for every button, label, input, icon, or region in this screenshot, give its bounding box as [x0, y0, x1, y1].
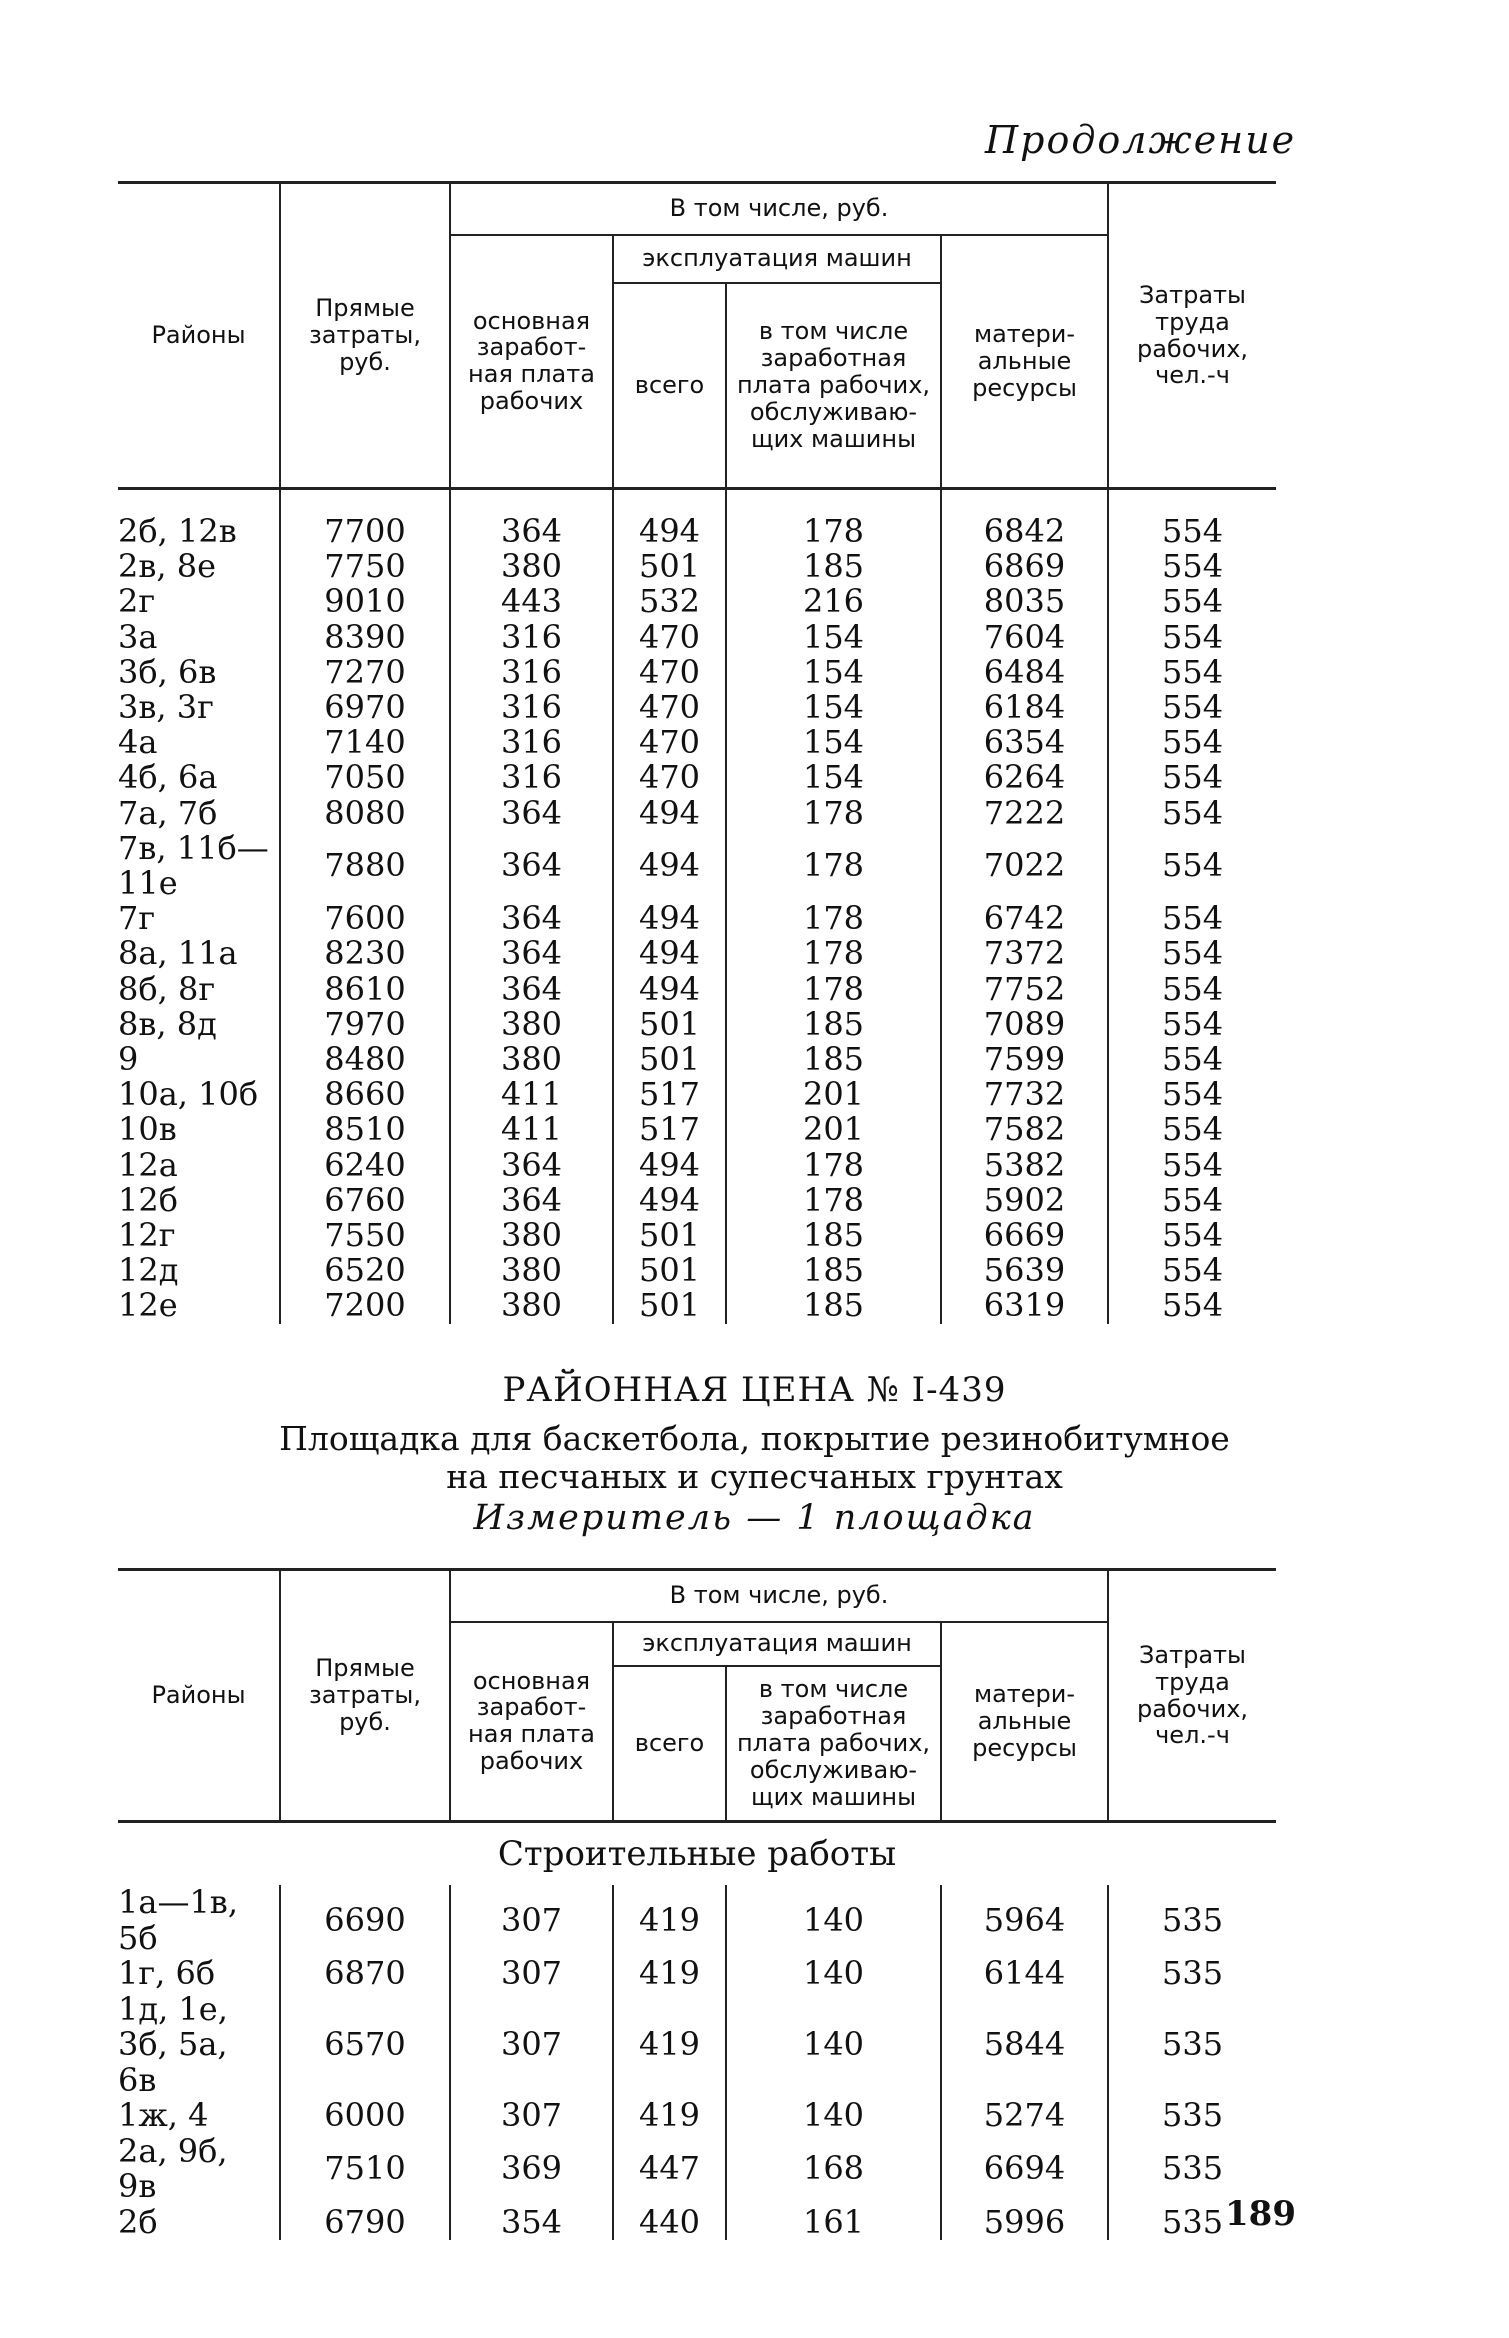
- labor-cell: 554: [1108, 655, 1276, 690]
- machine-total-cell: 419: [613, 1885, 726, 1956]
- base-wage-cell: 380: [450, 1218, 613, 1253]
- materials-cell: 6484: [941, 655, 1108, 690]
- materials-cell: 8035: [941, 584, 1108, 619]
- labor-cell: 554: [1108, 796, 1276, 831]
- header-machine-wage: в том числе заработная плата рабочих, обслуживаю- щих машины: [726, 283, 941, 489]
- direct-costs-cell: 6870: [280, 1956, 450, 1992]
- base-wage-cell: 307: [450, 1885, 613, 1956]
- region-cell: 2б: [118, 2205, 280, 2241]
- materials-cell: 7022: [941, 831, 1108, 901]
- region-cell: 3в, 3г: [118, 690, 280, 725]
- machine-total-cell: 470: [613, 725, 726, 760]
- table-row: [118, 2205, 1276, 2241]
- machine-wage-cell: 178: [726, 796, 941, 831]
- table-row: [118, 1885, 1276, 1956]
- labor-cell: 554: [1108, 1288, 1276, 1323]
- materials-cell: 6694: [941, 2134, 1108, 2205]
- header-machine-operation: эксплуатация машин: [613, 235, 941, 283]
- labor-cell: 554: [1108, 831, 1276, 901]
- direct-costs-cell: 7550: [280, 1218, 450, 1253]
- machine-wage-cell: 140: [726, 2098, 941, 2134]
- machine-total-cell: 494: [613, 901, 726, 936]
- machine-total-cell: 447: [613, 2134, 726, 2205]
- base-wage-cell: 307: [450, 1956, 613, 1992]
- base-wage-cell: 443: [450, 584, 613, 619]
- base-wage-cell: 411: [450, 1077, 613, 1112]
- machine-total-cell: 501: [613, 1218, 726, 1253]
- table-row: [118, 1042, 1276, 1077]
- materials-cell: 6869: [941, 549, 1108, 584]
- table-row: [118, 1077, 1276, 1112]
- region-cell: 3б, 6в: [118, 655, 280, 690]
- table-row: [118, 620, 1276, 655]
- machine-wage-cell: 154: [726, 760, 941, 795]
- labor-cell: 554: [1108, 725, 1276, 760]
- machine-total-cell: 501: [613, 1042, 726, 1077]
- base-wage-cell: 316: [450, 760, 613, 795]
- direct-costs-cell: 9010: [280, 584, 450, 619]
- direct-costs-cell: 8390: [280, 620, 450, 655]
- base-wage-cell: 307: [450, 1992, 613, 2099]
- labor-cell: 535: [1108, 2134, 1276, 2205]
- machine-total-cell: 470: [613, 620, 726, 655]
- labor-cell: 535: [1108, 1885, 1276, 1956]
- region-cell: 7г: [118, 901, 280, 936]
- base-wage-cell: 380: [450, 1007, 613, 1042]
- table-row: [118, 1183, 1276, 1218]
- machine-wage-cell: 185: [726, 1253, 941, 1288]
- machine-wage-cell: 185: [726, 1218, 941, 1253]
- table-row: [118, 1112, 1276, 1147]
- base-wage-cell: 364: [450, 796, 613, 831]
- header-machine-wage: в том числе заработная плата рабочих, обслуживаю- щих машины: [726, 1666, 941, 1822]
- machine-total-cell: 470: [613, 690, 726, 725]
- table-row: [118, 2134, 1276, 2205]
- materials-cell: 5964: [941, 1885, 1108, 1956]
- materials-cell: 7582: [941, 1112, 1108, 1147]
- table-row: [118, 725, 1276, 760]
- machine-wage-cell: 140: [726, 1992, 941, 2099]
- machine-wage-cell: 154: [726, 620, 941, 655]
- region-cell: 10в: [118, 1112, 280, 1147]
- direct-costs-cell: 8510: [280, 1112, 450, 1147]
- direct-costs-cell: 7700: [280, 514, 450, 549]
- header-including: В том числе, руб.: [450, 1570, 1108, 1622]
- table-row: [118, 690, 1276, 725]
- machine-total-cell: 501: [613, 1253, 726, 1288]
- machine-total-cell: 494: [613, 972, 726, 1007]
- region-cell: 7в, 11б—11е: [118, 831, 280, 901]
- machine-total-cell: 517: [613, 1112, 726, 1147]
- materials-cell: 7604: [941, 620, 1108, 655]
- direct-costs-cell: 7880: [280, 831, 450, 901]
- table-row: [118, 1288, 1276, 1323]
- header-labor: Затраты труда рабочих, чел.-ч: [1108, 183, 1276, 489]
- machine-wage-cell: 154: [726, 690, 941, 725]
- price-description-line1: Площадка для баскетбола, покрытие резинобитумное: [279, 1419, 1230, 1458]
- base-wage-cell: 369: [450, 2134, 613, 2205]
- header-direct-costs: Прямые затраты, руб.: [280, 1570, 450, 1822]
- price-unit: Измеритель — 1 площадка: [473, 1498, 1036, 1538]
- machine-total-cell: 419: [613, 2098, 726, 2134]
- region-cell: 4а: [118, 725, 280, 760]
- machine-wage-cell: 178: [726, 901, 941, 936]
- machine-total-cell: 494: [613, 514, 726, 549]
- direct-costs-cell: 8480: [280, 1042, 450, 1077]
- table-row: [118, 1218, 1276, 1253]
- direct-costs-cell: 6970: [280, 690, 450, 725]
- labor-cell: 554: [1108, 1183, 1276, 1218]
- direct-costs-cell: 6240: [280, 1148, 450, 1183]
- base-wage-cell: 364: [450, 936, 613, 971]
- machine-wage-cell: 216: [726, 584, 941, 619]
- machine-wage-cell: 178: [726, 1183, 941, 1218]
- header-base-wage: основная заработ- ная плата рабочих: [450, 235, 613, 489]
- machine-total-cell: 494: [613, 936, 726, 971]
- materials-cell: 5844: [941, 1992, 1108, 2099]
- table-row: [118, 760, 1276, 795]
- header-including: В том числе, руб.: [450, 183, 1108, 235]
- machine-wage-cell: 178: [726, 972, 941, 1007]
- machine-total-cell: 494: [613, 831, 726, 901]
- materials-cell: 6742: [941, 901, 1108, 936]
- base-wage-cell: 316: [450, 655, 613, 690]
- materials-cell: 7372: [941, 936, 1108, 971]
- direct-costs-cell: 7140: [280, 725, 450, 760]
- direct-costs-cell: 6760: [280, 1183, 450, 1218]
- machine-wage-cell: 178: [726, 1148, 941, 1183]
- region-cell: 9: [118, 1042, 280, 1077]
- labor-cell: 554: [1108, 1253, 1276, 1288]
- materials-cell: 7089: [941, 1007, 1108, 1042]
- machine-total-cell: 494: [613, 1183, 726, 1218]
- machine-wage-cell: 178: [726, 831, 941, 901]
- base-wage-cell: 380: [450, 1042, 613, 1077]
- region-cell: 2б, 12в: [118, 514, 280, 549]
- header-region: Районы: [118, 1570, 280, 1822]
- materials-cell: 6842: [941, 514, 1108, 549]
- machine-wage-cell: 178: [726, 936, 941, 971]
- direct-costs-cell: 7510: [280, 2134, 450, 2205]
- base-wage-cell: 380: [450, 549, 613, 584]
- materials-cell: 7752: [941, 972, 1108, 1007]
- labor-cell: 535: [1108, 1956, 1276, 1992]
- header-machine-operation: эксплуатация машин: [613, 1622, 941, 1666]
- materials-cell: 6264: [941, 760, 1108, 795]
- region-cell: 8в, 8д: [118, 1007, 280, 1042]
- labor-cell: 554: [1108, 1112, 1276, 1147]
- base-wage-cell: 411: [450, 1112, 613, 1147]
- direct-costs-cell: 6690: [280, 1885, 450, 1956]
- machine-total-cell: 470: [613, 655, 726, 690]
- direct-costs-cell: 7270: [280, 655, 450, 690]
- machine-wage-cell: 185: [726, 1042, 941, 1077]
- table-row: [118, 514, 1276, 549]
- machine-wage-cell: 201: [726, 1112, 941, 1147]
- page-number: 189: [1225, 2194, 1296, 2234]
- labor-cell: 554: [1108, 1218, 1276, 1253]
- region-cell: 2а, 9б, 9в: [118, 2134, 280, 2205]
- region-cell: 1г, 6б: [118, 1956, 280, 1992]
- table-row: [118, 1148, 1276, 1183]
- machine-total-cell: 494: [613, 1148, 726, 1183]
- header-materials: матери- альные ресурсы: [941, 235, 1108, 489]
- labor-cell: 554: [1108, 620, 1276, 655]
- region-cell: 12г: [118, 1218, 280, 1253]
- labor-cell: 554: [1108, 1077, 1276, 1112]
- labor-cell: 554: [1108, 936, 1276, 971]
- region-cell: 1д, 1е, 3б, 5а, 6в: [118, 1992, 280, 2099]
- costs-table-i439: [118, 1568, 1276, 2240]
- machine-wage-cell: 161: [726, 2205, 941, 2241]
- labor-cell: 554: [1108, 901, 1276, 936]
- region-cell: 12д: [118, 1253, 280, 1288]
- machine-total-cell: 440: [613, 2205, 726, 2241]
- materials-cell: 5902: [941, 1183, 1108, 1218]
- machine-wage-cell: 140: [726, 1885, 941, 1956]
- table-row: [118, 1956, 1276, 1992]
- table1-body: [118, 489, 1276, 1324]
- header-machine-total: всего: [613, 283, 726, 489]
- labor-cell: 554: [1108, 584, 1276, 619]
- machine-wage-cell: 185: [726, 1288, 941, 1323]
- direct-costs-cell: 7750: [280, 549, 450, 584]
- region-cell: 2в, 8е: [118, 549, 280, 584]
- labor-cell: 554: [1108, 1007, 1276, 1042]
- machine-total-cell: 532: [613, 584, 726, 619]
- base-wage-cell: 364: [450, 1148, 613, 1183]
- direct-costs-cell: 6570: [280, 1992, 450, 2099]
- machine-wage-cell: 168: [726, 2134, 941, 2205]
- direct-costs-cell: 7600: [280, 901, 450, 936]
- machine-wage-cell: 154: [726, 725, 941, 760]
- materials-cell: 5996: [941, 2205, 1108, 2241]
- materials-cell: 7732: [941, 1077, 1108, 1112]
- machine-total-cell: 470: [613, 760, 726, 795]
- region-cell: 12б: [118, 1183, 280, 1218]
- materials-cell: 7599: [941, 1042, 1108, 1077]
- machine-wage-cell: 201: [726, 1077, 941, 1112]
- labor-cell: 535: [1108, 1992, 1276, 2099]
- direct-costs-cell: 8610: [280, 972, 450, 1007]
- direct-costs-cell: 8080: [280, 796, 450, 831]
- table-row: [118, 549, 1276, 584]
- base-wage-cell: 380: [450, 1288, 613, 1323]
- table-row: [118, 831, 1276, 901]
- header-materials: матери- альные ресурсы: [941, 1622, 1108, 1822]
- price-description: [0, 1420, 1509, 1496]
- region-cell: 8а, 11а: [118, 936, 280, 971]
- base-wage-cell: 364: [450, 901, 613, 936]
- table-row: [118, 1992, 1276, 2099]
- base-wage-cell: 316: [450, 690, 613, 725]
- region-cell: 7а, 7б: [118, 796, 280, 831]
- region-cell: 2г: [118, 584, 280, 619]
- costs-table-continued: [118, 181, 1276, 1324]
- base-wage-cell: 364: [450, 1183, 613, 1218]
- header-labor: Затраты труда рабочих, чел.-ч: [1108, 1570, 1276, 1822]
- labor-cell: 554: [1108, 1148, 1276, 1183]
- machine-wage-cell: 178: [726, 514, 941, 549]
- table-row: [118, 2098, 1276, 2134]
- base-wage-cell: 364: [450, 514, 613, 549]
- materials-cell: 5382: [941, 1148, 1108, 1183]
- direct-costs-cell: 6790: [280, 2205, 450, 2241]
- labor-cell: 554: [1108, 972, 1276, 1007]
- machine-wage-cell: 185: [726, 549, 941, 584]
- base-wage-cell: 354: [450, 2205, 613, 2241]
- machine-total-cell: 419: [613, 1992, 726, 2099]
- table-row: [118, 936, 1276, 971]
- labor-cell: 554: [1108, 760, 1276, 795]
- machine-total-cell: 501: [613, 549, 726, 584]
- price-title: РАЙОННАЯ ЦЕНА № I-439: [502, 1370, 1007, 1410]
- labor-cell: 554: [1108, 514, 1276, 549]
- region-cell: 10а, 10б: [118, 1077, 280, 1112]
- machine-wage-cell: 140: [726, 1956, 941, 1992]
- table-row: [118, 584, 1276, 619]
- materials-cell: 6319: [941, 1288, 1108, 1323]
- materials-cell: 6669: [941, 1218, 1108, 1253]
- direct-costs-cell: 7200: [280, 1288, 450, 1323]
- direct-costs-cell: 8230: [280, 936, 450, 971]
- region-cell: 1ж, 4: [118, 2098, 280, 2134]
- header-region: Районы: [118, 183, 280, 489]
- machine-total-cell: 494: [613, 796, 726, 831]
- direct-costs-cell: 7050: [280, 760, 450, 795]
- base-wage-cell: 307: [450, 2098, 613, 2134]
- region-cell: 4б, 6а: [118, 760, 280, 795]
- materials-cell: 6354: [941, 725, 1108, 760]
- labor-cell: 535: [1108, 2205, 1276, 2241]
- materials-cell: 7222: [941, 796, 1108, 831]
- labor-cell: 554: [1108, 549, 1276, 584]
- region-cell: 12е: [118, 1288, 280, 1323]
- materials-cell: 5274: [941, 2098, 1108, 2134]
- machine-total-cell: 501: [613, 1288, 726, 1323]
- section-subheading: Строительные работы: [497, 1834, 897, 1874]
- table-row: [118, 972, 1276, 1007]
- direct-costs-cell: 7970: [280, 1007, 450, 1042]
- continuation-label: Продолжение: [985, 118, 1297, 162]
- header-direct-costs: Прямые затраты, руб.: [280, 183, 450, 489]
- materials-cell: 5639: [941, 1253, 1108, 1288]
- materials-cell: 6184: [941, 690, 1108, 725]
- table2-body: [118, 1822, 1276, 2241]
- base-wage-cell: 316: [450, 620, 613, 655]
- base-wage-cell: 380: [450, 1253, 613, 1288]
- machine-wage-cell: 154: [726, 655, 941, 690]
- labor-cell: 554: [1108, 690, 1276, 725]
- region-cell: 1а—1в, 5б: [118, 1885, 280, 1956]
- table-row: [118, 796, 1276, 831]
- direct-costs-cell: 6000: [280, 2098, 450, 2134]
- region-cell: 8б, 8г: [118, 972, 280, 1007]
- labor-cell: 554: [1108, 1042, 1276, 1077]
- header-base-wage: основная заработ- ная плата рабочих: [450, 1622, 613, 1822]
- price-description-line2: на песчаных и супесчаных грунтах: [446, 1457, 1063, 1496]
- labor-cell: 535: [1108, 2098, 1276, 2134]
- machine-total-cell: 419: [613, 1956, 726, 1992]
- machine-wage-cell: 185: [726, 1007, 941, 1042]
- region-cell: 12а: [118, 1148, 280, 1183]
- machine-total-cell: 517: [613, 1077, 726, 1112]
- base-wage-cell: 364: [450, 831, 613, 901]
- table-row: [118, 1007, 1276, 1042]
- direct-costs-cell: 6520: [280, 1253, 450, 1288]
- materials-cell: 6144: [941, 1956, 1108, 1992]
- base-wage-cell: 364: [450, 972, 613, 1007]
- table-row: [118, 1253, 1276, 1288]
- machine-total-cell: 501: [613, 1007, 726, 1042]
- region-cell: 3а: [118, 620, 280, 655]
- direct-costs-cell: 8660: [280, 1077, 450, 1112]
- table-row: [118, 901, 1276, 936]
- header-machine-total: всего: [613, 1666, 726, 1822]
- base-wage-cell: 316: [450, 725, 613, 760]
- table-row: [118, 655, 1276, 690]
